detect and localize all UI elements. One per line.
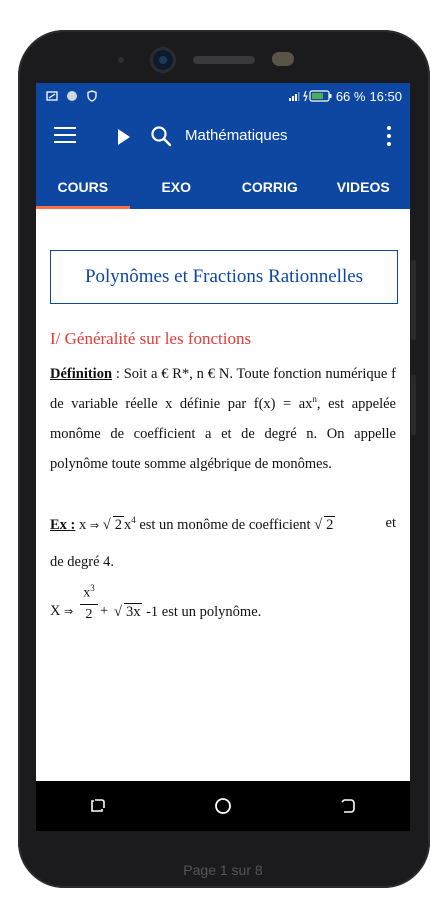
example-1-continued: de degré 4. <box>50 554 115 570</box>
proximity-sensor <box>118 57 124 63</box>
page-indicator: Page 1 sur 8 <box>183 862 263 878</box>
sqrt-2: 2 <box>114 516 122 533</box>
kebab-icon[interactable] <box>386 126 392 148</box>
fraction-numerator: x <box>83 585 91 601</box>
tab-bar <box>36 165 410 209</box>
ex1-x4: x <box>123 516 132 533</box>
front-camera <box>153 50 173 70</box>
sqrt-3x: 3x <box>125 604 141 620</box>
definition-text-2: , est appelée monôme de coefficient a et de degré n. On appelle polynôme toute somme algébrique de monômes. <box>50 396 396 472</box>
tab-corrig[interactable]: CORRIG <box>241 179 298 195</box>
back-icon[interactable] <box>338 796 358 816</box>
app-title: Mathématiques <box>185 127 288 144</box>
ex1-mid: est un monôme de coefficient <box>135 516 315 533</box>
signal-icon <box>288 90 300 102</box>
example-label: Ex : <box>50 516 76 533</box>
definition-paragraph <box>50 359 396 479</box>
tab-exo[interactable]: EXO <box>161 179 192 195</box>
example-1: Ex : x ⇒ √ 2 $x^4$ est un monôme de coefficient √ 2 et <box>50 515 396 533</box>
navigation-bar <box>36 781 410 831</box>
notification-dot-icon <box>66 90 78 102</box>
volume-button <box>411 260 416 340</box>
recent-apps-icon[interactable] <box>88 796 108 816</box>
fraction <box>80 583 98 623</box>
implies-arrow: ⇒ <box>89 519 100 532</box>
definition-text-1: Soit a € R*, n € N. Toute fonction numérique f de variable réelle x définie par f(x) = ax <box>50 366 396 412</box>
document-title: Polynômes et Fractions Rationnelles <box>84 266 364 287</box>
search-icon[interactable] <box>150 125 172 147</box>
hamburger-icon[interactable] <box>54 127 76 147</box>
definition-colon: : <box>112 366 124 382</box>
section-title: I/ Généralité sur les fonctions <box>50 329 252 348</box>
ex3-arrow: ⇒ <box>64 606 74 618</box>
tab-cours[interactable]: COURS <box>36 165 130 209</box>
earpiece-speaker <box>193 56 255 64</box>
power-button <box>411 375 416 435</box>
sqrt-2-coef: 2 <box>326 516 334 533</box>
document-title-box <box>50 250 398 304</box>
ex3-X: X <box>50 603 61 619</box>
ex1-x: x <box>75 516 90 533</box>
definition-sup: n <box>312 394 317 405</box>
shield-icon <box>86 90 98 102</box>
document-viewer[interactable] <box>36 209 410 878</box>
ex3-plus: + <box>100 603 109 619</box>
flash-sensor <box>272 52 294 66</box>
screen <box>36 83 410 878</box>
ex3-end: -1 est un polynôme. <box>142 604 262 620</box>
app-bar <box>36 109 410 165</box>
fraction-exponent: 3 <box>90 583 95 593</box>
status-bar <box>36 83 410 109</box>
battery-charging-icon <box>304 90 332 102</box>
fraction-denominator: 2 <box>85 606 93 622</box>
example-2: X ⇒ $x^3$ 2 + √ 3x -1 est un polynôme. <box>50 583 262 622</box>
screenshot-icon <box>46 90 58 102</box>
ex1-exponent: 4 <box>131 515 136 525</box>
tab-videos[interactable]: VIDEOS <box>336 179 390 195</box>
home-icon[interactable] <box>213 796 233 816</box>
ex1-end: et <box>385 515 396 531</box>
definition-label: Définition <box>50 366 113 382</box>
clock: 16:50 <box>369 88 402 104</box>
battery-percent: 66 % <box>335 88 366 104</box>
play-icon[interactable] <box>118 129 130 145</box>
